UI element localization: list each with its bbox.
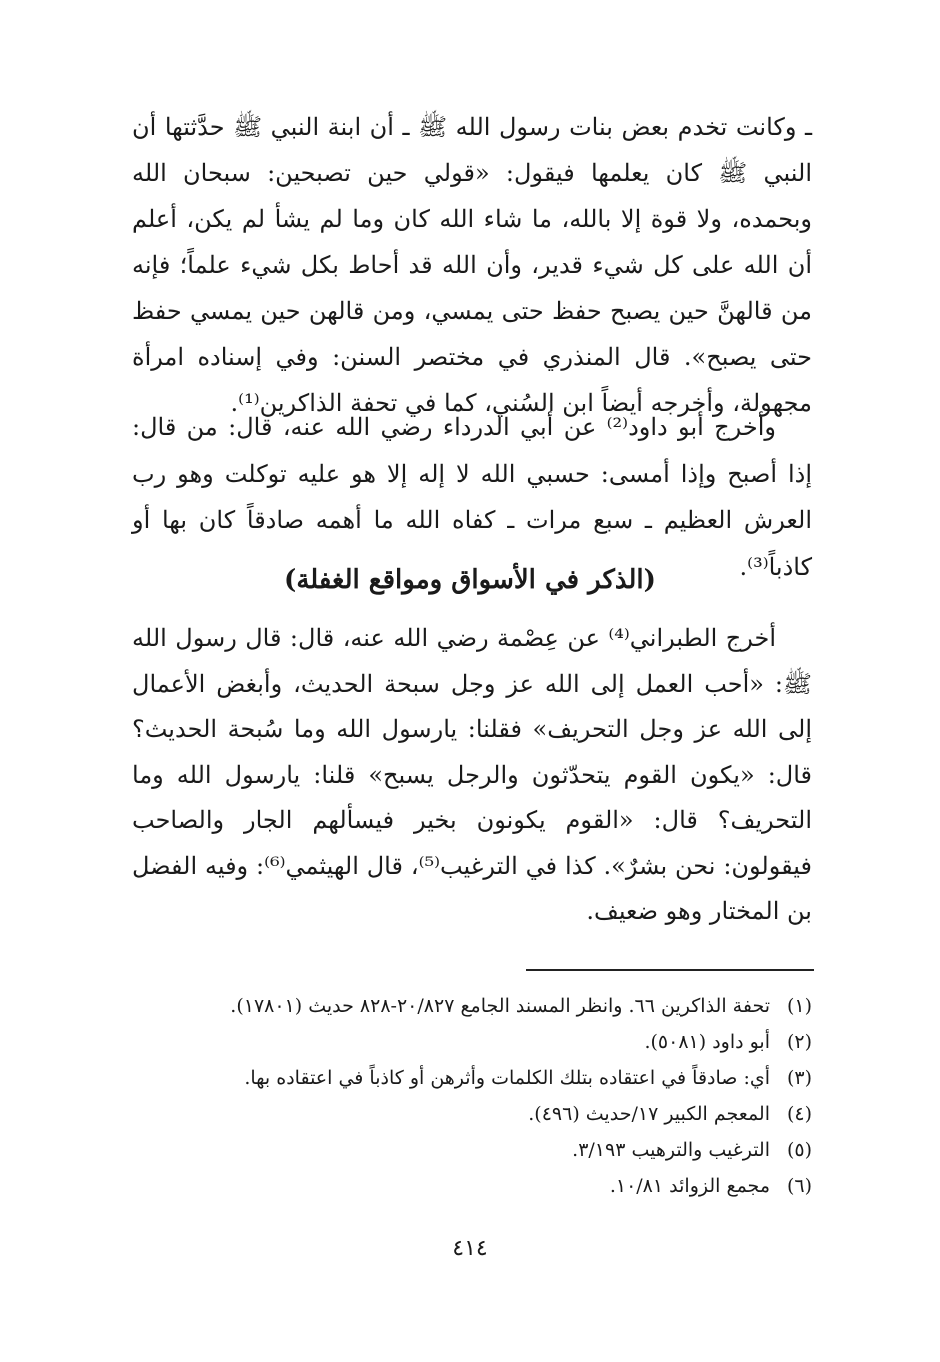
footnote-number: (٦) <box>786 1175 812 1197</box>
body-paragraph-3-text: أخرج الطبراني⁽⁴⁾ عن عِصْمة رضي الله عنه، قال: قال رسول الله ﷺ: «أحب العمل إلى الله عز وجل سبحة الحديث، وأبغض الأعمال إلى الله عز وجل التحريف» فقلنا: يارسول الله وما سُبحة الحديث؟ قال: «يكون القوم يتحدّثون والرجل يسبح» قلنا: يارسول الله وما التحريف؟ قال: «القوم يكونون بخير فيسألهم الجار والصاحب فيقولون: نحن بشرٌ». كذا في الترغيب⁽⁵⁾، قال الهيثمي⁽⁶⁾: وفيه الفضل بن المختار وهو ضعيف. <box>132 624 813 925</box>
footnote-number: (٣) <box>786 1067 812 1089</box>
footnote-number: (٢) <box>786 1031 812 1053</box>
page-number: ٤١٤ <box>452 1236 488 1261</box>
body-paragraph-3 <box>132 616 812 935</box>
body-paragraph-2-text: وأخرج أبو داود⁽²⁾ عن أبي الدرداء رضي الله عنه، قال: من قال: إذا أصبح وإذا أمسى: حسبي الله لا إله إلا هو عليه توكلت وهو رب العرش العظيم ـ سبع مرات ـ كفاه الله ما أهمه صادقاً كان بها أو كاذباً⁽³⁾. <box>132 413 812 581</box>
footnote-text: تحفة الذاكرين ٦٦. وانظر المسند الجامع ٢٠/٨٢٧-٨٢٨ حديث (١٧٨٠١). <box>230 995 770 1017</box>
footnote-number: (٥) <box>786 1139 812 1161</box>
footnote-item <box>122 988 812 1024</box>
footnote-item <box>122 1024 812 1060</box>
footnote-item <box>122 1060 812 1096</box>
footnote-text: مجمع الزوائد ١٠/٨١. <box>609 1175 770 1197</box>
footnote-separator <box>526 969 814 971</box>
footnotes <box>122 988 812 1204</box>
footnote-item <box>122 1168 812 1204</box>
footnote-number: (٤) <box>786 1103 812 1125</box>
footnote-number: (١) <box>786 995 812 1017</box>
footnote-text: الترغيب والترهيب ٣/١٩٣. <box>572 1139 770 1161</box>
footnote-item <box>122 1096 812 1132</box>
footnote-text: المعجم الكبير ١٧/حديث (٤٩٦). <box>528 1103 770 1125</box>
section-heading: (الذكر في الأسواق ومواقع الغفلة) <box>284 565 656 595</box>
footnote-text: أبو داود (٥٠٨١). <box>644 1031 770 1053</box>
footnote-item <box>122 1132 812 1168</box>
footnote-text: أي: صادقاً في اعتقاده بتلك الكلمات وأثرهن أو كاذباً في اعتقاده بها. <box>244 1067 770 1089</box>
body-paragraph-1: ـ وكانت تخدم بعض بنات رسول الله ﷺ ـ أن ابنة النبي ﷺ حدَّثتها أن النبي ﷺ كان يعلمها فيقول: «قولي حين تصبحين: سبحان الله وبحمده، ولا قوة إلا بالله، ما شاء الله كان وما لم يشأ لم يكن، أعلم أن الله على كل شيء قدير، وأن الله قد أحاط بكل شيء علماً؛ فإنه من قالهنَّ حين يصبح حفظ حتى يمسي، ومن قالهن حين يمسي حفظ حتى يصبح». قال المنذري في مختصر السنن: وفي إسناده امرأة مجهولة، وأخرجه أيضاً ابن السُني، كما في تحفة الذاكرين⁽¹⁾. <box>132 113 812 417</box>
